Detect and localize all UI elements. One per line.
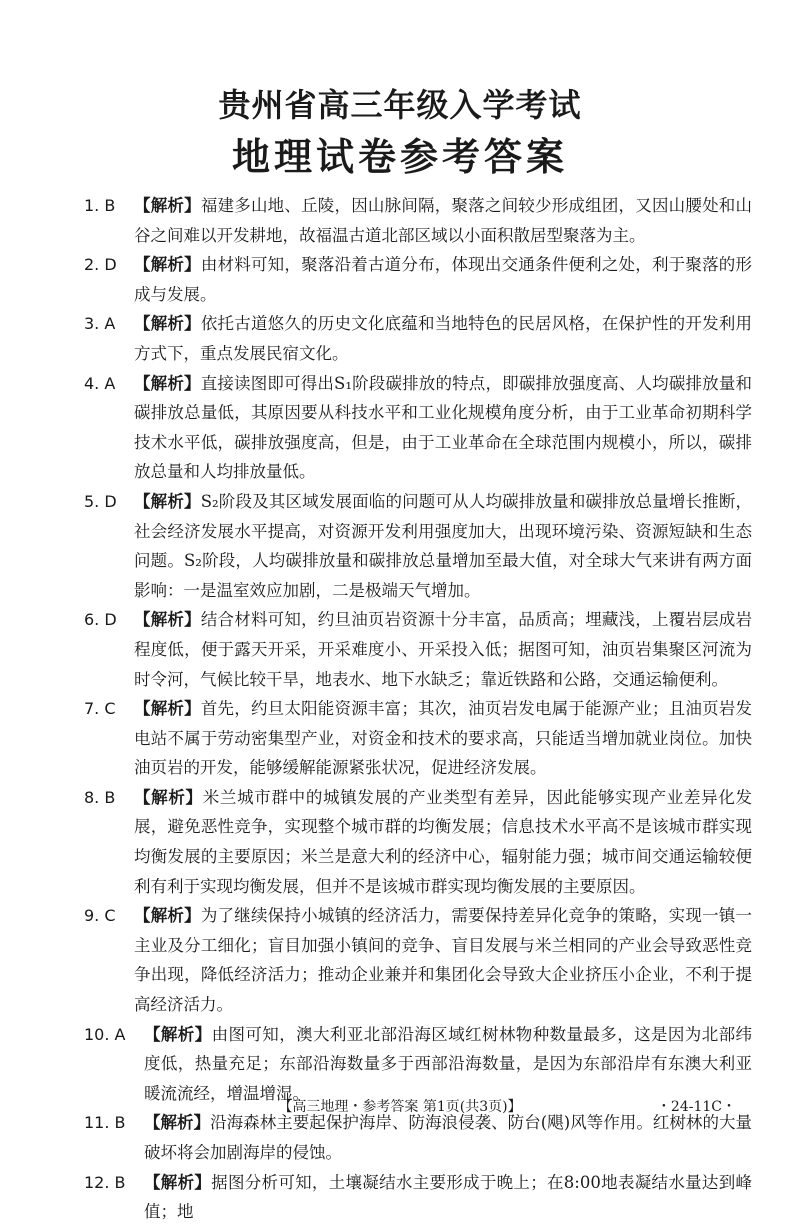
answer-number: 9. C: [84, 906, 116, 926]
analysis-tag: 【解析】: [134, 373, 201, 393]
answer-text: 为了继续保持小城镇的经济活力，需要保持差异化竞争的策略，实现一镇一主业及分工细化；盲目加强小镇间的竞争、盲目发展与米兰相同的产业会导致恶性竞争出现，降低经济活力；推动企业兼并和集团化会导致大企业挤压小企业，不利于提高经济活力。: [134, 906, 753, 1015]
answer-item-5: [84, 487, 752, 605]
analysis-tag: 【解析】: [144, 1172, 212, 1192]
answer-number: 4. A: [84, 373, 116, 393]
answer-item-7: [84, 694, 752, 783]
analysis-tag: 【解析】: [134, 255, 201, 275]
answer-number: 7. C: [84, 699, 116, 719]
answer-text: 直接读图即可得出S₁阶段碳排放的特点，即碳排放强度高、人均碳排放量和碳排放总量低，其原因要从科技水平和工业化规模角度分析，由于工业革命初期科学技术水平低，碳排放强度高，但是，由于工业革命在全球范围内规模小，所以，碳排放总量和人均排放量低。: [134, 373, 753, 482]
answer-number: 11. B: [84, 1113, 126, 1133]
answer-text: 由材料可知，聚落沿着古道分布，体现出交通条件便利之处，利于聚落的形成与发展。: [134, 255, 753, 304]
analysis-tag: 【解析】: [134, 906, 201, 926]
answer-text: 据图分析可知，土壤凝结水主要形成于晚上；在8:00地表凝结水量达到峰值；地: [144, 1172, 752, 1222]
answer-item-4: [84, 369, 752, 487]
analysis-tag: 【解析】: [134, 196, 201, 215]
answer-item-12: [84, 1168, 752, 1227]
answer-number: 6. D: [84, 610, 117, 630]
answer-text: 沿海森林主要起保护海岸、防海浪侵袭、防台(飓)风等作用。红树林的大量破坏将会加剧海岸的侵蚀。: [144, 1113, 753, 1162]
analysis-tag: 【解析】: [134, 314, 201, 334]
answer-list: [84, 191, 752, 1227]
answer-text: 首先，约旦太阳能资源丰富；其次，油页岩发电属于能源产业；且油页岩发电站不属于劳动密集型产业，对资金和技术的要求高，只能适当增加就业岗位。加快油页岩的开发，能够缓解能源紧张状况，促进经济发展。: [134, 699, 753, 778]
answer-item-9: [84, 901, 752, 1019]
footer-exam-code: ・24-11C・: [656, 1099, 736, 1115]
answer-number: 2. D: [84, 255, 117, 275]
answer-item-8: [84, 783, 752, 901]
answer-number: 5. D: [84, 491, 117, 511]
answer-subtitle: 地理试卷参考答案: [231, 135, 568, 179]
analysis-tag: 【解析】: [134, 610, 201, 630]
answer-number: 1. B: [84, 196, 116, 215]
answer-text: 结合材料可知，约旦油页岩资源十分丰富，品质高；埋藏浅，上覆岩层成岩程度低，便于露天开采，开采难度小、开采投入低；据图可知，油页岩集聚区河流为时令河，气候比较干旱，地表水、地下水缺乏；靠近铁路和公路，交通运输便利。: [134, 610, 753, 689]
exam-title: 贵州省高三年级入学考试: [218, 86, 582, 124]
answer-text: 由图可知，澳大利亚北部沿海区域红树林物种数量最多，这是因为北部纬度低，热量充足；东部沿海数量多于西部沿海数量，是因为东部沿岸有东澳大利亚暖流流经，增温增湿。: [144, 1024, 753, 1103]
answer-number: 10. A: [84, 1024, 126, 1044]
footer-page-info: 【高三地理・参考答案 第1页(共3页)】: [278, 1099, 522, 1115]
answer-number: 3. A: [84, 314, 116, 334]
analysis-tag: 【解析】: [144, 1113, 211, 1133]
answer-text: 米兰城市群中的城镇发展的产业类型有差异，因此能够实现产业差异化发展，避免恶性竞争，实现整个城市群的均衡发展；信息技术水平高不是该城市群实现均衡发展的主要原因；米兰是意大利的经济中心，辐射能力强；城市间交通运输较便利有利于实现均衡发展，但并不是该城市群实现均衡发展的主要原因。: [134, 787, 753, 896]
answer-number: 12. B: [84, 1172, 126, 1192]
analysis-tag: 【解析】: [144, 1024, 212, 1044]
analysis-tag: 【解析】: [134, 787, 203, 807]
answer-item-3: [84, 309, 752, 368]
answer-text: S₂阶段及其区域发展面临的问题可从人均碳排放量和碳排放总量增长推断，社会经济发展水平提高，对资源开发利用强度加大，出现环境污染、资源短缺和生态问题。S₂阶段，人均碳排放量和碳排放总量增加至最大值，对全球大气来讲有两方面影响：一是温室效应加剧，二是极端天气增加。: [134, 491, 753, 600]
answer-item-2: [84, 250, 752, 309]
analysis-tag: 【解析】: [134, 699, 201, 719]
page-footer: [0, 1096, 800, 1118]
answer-item-6: [84, 605, 752, 694]
analysis-tag: 【解析】: [134, 491, 201, 511]
answer-item-1: [84, 191, 752, 250]
answer-text: 依托古道悠久的历史文化底蕴和当地特色的民居风格，在保护性的开发利用方式下，重点发展民宿文化。: [134, 314, 753, 363]
answer-number: 8. B: [84, 787, 116, 807]
answer-text: 福建多山地、丘陵，因山脉间隔，聚落之间较少形成组团，又因山腰处和山谷之间难以开发耕地，故福温古道北部区域以小面积散居型聚落为主。: [134, 196, 753, 245]
